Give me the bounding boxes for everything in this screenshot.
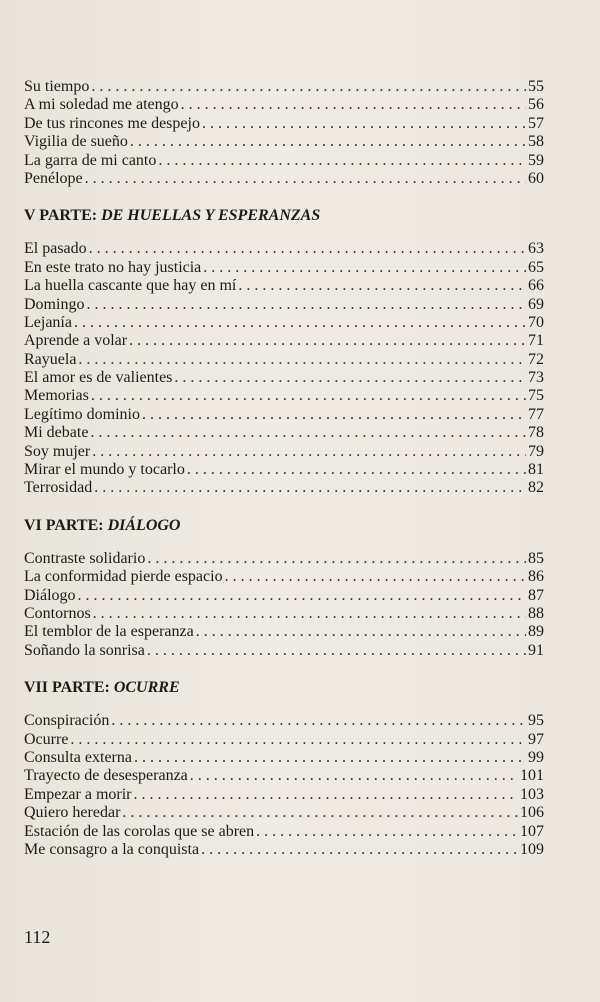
entry-page: 78: [528, 424, 544, 442]
entry-page: 66: [528, 277, 544, 295]
entry-page: 82: [528, 479, 544, 497]
entry-title: Quiero heredar: [24, 804, 121, 822]
toc-entry: [24, 152, 544, 170]
toc-entry: [24, 240, 544, 258]
entry-page: 59: [528, 151, 544, 169]
entry-title: Me consagro a la conquista: [24, 840, 200, 858]
toc-entry: [24, 550, 544, 568]
entry-page: 63: [528, 240, 544, 258]
entry-page: 97: [528, 730, 544, 748]
leader-dots: [94, 479, 526, 497]
leader-dots: [89, 240, 526, 258]
entry-title: A mi soledad me atengo: [24, 96, 179, 114]
entry-title: Conspiración: [24, 712, 110, 730]
entry-title: Contraste solidario: [24, 549, 146, 567]
entry-page: 109: [520, 840, 544, 858]
toc-entry: [24, 479, 544, 497]
entry-page: 79: [528, 442, 544, 460]
section-heading: [24, 678, 544, 698]
leader-dots: [142, 406, 526, 424]
leader-dots: [90, 424, 526, 442]
toc-group-section7: [24, 712, 544, 859]
entry-page: 70: [528, 313, 544, 331]
leader-dots: [78, 351, 526, 369]
leader-dots: [91, 78, 526, 96]
toc-entry: [24, 424, 544, 442]
entry-title: La conformidad pierde espacio: [24, 568, 223, 586]
toc-entry: [24, 133, 544, 151]
entry-page: 72: [528, 350, 544, 368]
toc-entry: [24, 96, 544, 114]
leader-dots: [74, 314, 526, 332]
leader-dots: [78, 587, 526, 605]
section-name: DE HUELLAS Y ESPERANZAS: [101, 207, 321, 225]
entry-title: Memorias: [24, 387, 89, 405]
entry-title: Soñando la sonrisa: [24, 641, 145, 659]
toc-entry: [24, 767, 544, 785]
entry-title: Vigilia de sueño: [24, 133, 128, 151]
toc-entry: [24, 332, 544, 350]
toc-entry: [24, 351, 544, 369]
toc-group-section6: [24, 550, 544, 660]
toc-entry: [24, 568, 544, 586]
toc-entry: [24, 369, 544, 387]
leader-dots: [147, 550, 526, 568]
section-heading: [24, 206, 544, 226]
entry-page: 57: [528, 114, 544, 132]
leader-dots: [129, 332, 526, 350]
section-prefix: VI PARTE:: [24, 516, 108, 534]
entry-page: 77: [528, 405, 544, 423]
entry-title: Rayuela: [24, 350, 77, 368]
leader-dots: [111, 712, 526, 730]
entry-title: En este trato no hay justicia: [24, 258, 202, 276]
toc-entry: [24, 731, 544, 749]
entry-page: 101: [520, 767, 544, 785]
section-name: OCURRE: [113, 679, 180, 697]
entry-page: 71: [528, 332, 544, 350]
entry-page: 55: [528, 78, 544, 95]
toc-entry: [24, 406, 544, 424]
leader-dots: [130, 133, 526, 151]
toc-entry: [24, 296, 544, 314]
entry-page: 88: [528, 604, 544, 622]
toc-entry: [24, 823, 544, 841]
section-name: DIÁLOGO: [107, 516, 181, 534]
leader-dots: [91, 387, 526, 405]
entry-page: 99: [528, 748, 544, 766]
toc-entry: [24, 786, 544, 804]
entry-page: 75: [528, 387, 544, 405]
entry-page: 106: [520, 804, 544, 822]
toc-entry: [24, 443, 544, 461]
leader-dots: [238, 277, 526, 295]
entry-title: Contornos: [24, 604, 91, 622]
entry-title: Empezar a morir: [24, 785, 132, 803]
leader-dots: [86, 296, 526, 314]
leader-dots: [256, 823, 518, 841]
toc-entry: [24, 314, 544, 332]
entry-title: Legítimo dominio: [24, 405, 140, 423]
entry-title: Trayecto de desesperanza: [24, 767, 188, 785]
entry-title: Lejanía: [24, 313, 72, 331]
leader-dots: [203, 259, 526, 277]
table-of-contents: [24, 78, 544, 859]
toc-group-section5: [24, 240, 544, 497]
entry-page: 95: [528, 712, 544, 730]
entry-page: 73: [528, 369, 544, 387]
toc-entry: [24, 78, 544, 96]
entry-page: 60: [528, 169, 544, 187]
entry-title: Diálogo: [24, 586, 76, 604]
entry-title: Domingo: [24, 295, 85, 313]
toc-entry: [24, 605, 544, 623]
entry-page: 69: [528, 295, 544, 313]
leader-dots: [225, 568, 526, 586]
entry-page: 65: [528, 258, 544, 276]
toc-entry: [24, 749, 544, 767]
entry-title: Mi debate: [24, 424, 89, 442]
toc-entry: [24, 587, 544, 605]
entry-title: Terrosidad: [24, 479, 93, 497]
entry-title: Aprende a volar: [24, 332, 128, 350]
entry-title: La huella cascante que hay en mí: [24, 277, 237, 295]
entry-page: 107: [520, 822, 544, 840]
leader-dots: [134, 749, 526, 767]
toc-entry: [24, 277, 544, 295]
entry-title: El temblor de la esperanza: [24, 623, 194, 641]
section-heading: [24, 516, 544, 536]
page-number: 112: [24, 927, 51, 947]
leader-dots: [181, 96, 526, 114]
entry-page: 56: [528, 96, 544, 114]
toc-entry: [24, 115, 544, 133]
entry-page: 103: [520, 785, 544, 803]
entry-title: Su tiempo: [24, 78, 90, 95]
entry-page: 81: [528, 461, 544, 479]
leader-dots: [92, 443, 526, 461]
toc-entry: [24, 170, 544, 188]
leader-dots: [147, 642, 526, 660]
leader-dots: [93, 605, 526, 623]
entry-title: Consulta externa: [24, 748, 132, 766]
toc-entry: [24, 623, 544, 641]
entry-title: Mirar el mundo y tocarlo: [24, 461, 185, 479]
toc-group-top: [24, 78, 544, 188]
entry-page: 91: [528, 641, 544, 659]
entry-title: La garra de mi canto: [24, 151, 157, 169]
entry-title: De tus rincones me despejo: [24, 114, 200, 132]
toc-entry: [24, 387, 544, 405]
leader-dots: [134, 786, 519, 804]
toc-entry: [24, 461, 544, 479]
entry-page: 89: [528, 623, 544, 641]
entry-title: El amor es de valientes: [24, 369, 173, 387]
leader-dots: [122, 804, 518, 822]
entry-page: 87: [528, 586, 544, 604]
section-prefix: V PARTE:: [24, 207, 102, 225]
leader-dots: [158, 152, 526, 170]
entry-page: 85: [528, 549, 544, 567]
leader-dots: [201, 841, 518, 859]
leader-dots: [85, 170, 526, 188]
toc-entry: [24, 642, 544, 660]
toc-entry: [24, 804, 544, 822]
entry-title: Estación de las corolas que se abren: [24, 822, 255, 840]
leader-dots: [190, 767, 518, 785]
entry-page: 58: [528, 133, 544, 151]
toc-entry: [24, 259, 544, 277]
entry-title: Penélope: [24, 169, 83, 187]
leader-dots: [202, 115, 526, 133]
section-prefix: VII PARTE:: [24, 679, 114, 697]
entry-title: Ocurre: [24, 730, 69, 748]
leader-dots: [70, 731, 526, 749]
entry-page: 86: [528, 568, 544, 586]
entry-title: El pasado: [24, 240, 87, 258]
toc-entry: [24, 841, 544, 859]
leader-dots: [196, 623, 526, 641]
entry-title: Soy mujer: [24, 442, 91, 460]
leader-dots: [174, 369, 526, 387]
leader-dots: [187, 461, 526, 479]
toc-entry: [24, 712, 544, 730]
